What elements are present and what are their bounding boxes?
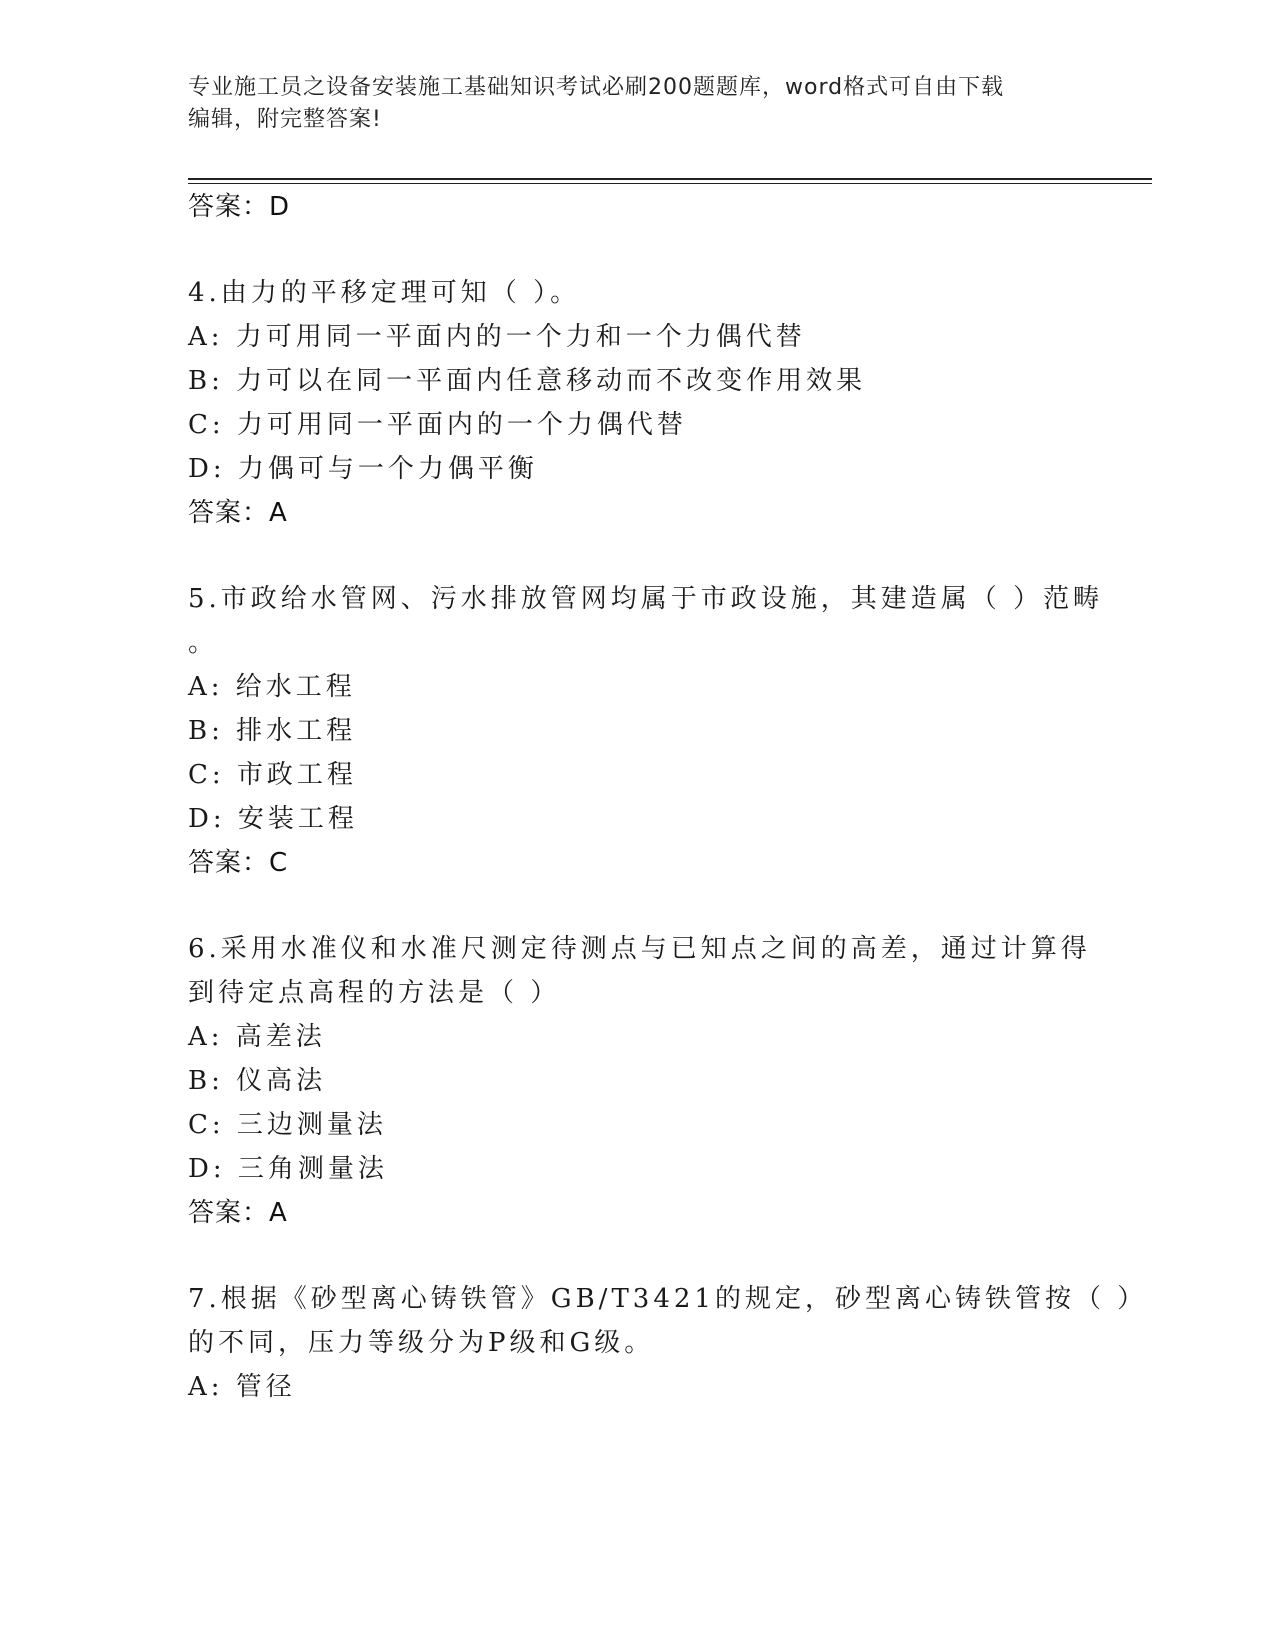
question-5-option-a: A: 给水工程	[188, 672, 356, 702]
header-rule-thin	[188, 183, 1152, 184]
question-6-option-b: B: 仪高法	[188, 1066, 327, 1096]
header-line-2: 编辑，附完整答案!	[188, 107, 382, 132]
question-5-stem-line-2: 。	[188, 628, 219, 658]
header-line-1: 专业施工员之设备安装施工基础知识考试必刷200题题库，word格式可自由下载	[188, 75, 1005, 100]
previous-answer: 答案：D	[188, 192, 291, 222]
question-5-stem-line-1: 5.市政给水管网、污水排放管网均属于市政设施，其建造属（ ）范畴	[188, 584, 1104, 614]
question-6-answer: 答案：A	[188, 1198, 288, 1228]
question-4-option-b: B: 力可以在同一平面内任意移动而不改变作用效果	[188, 366, 867, 396]
question-4-answer: 答案：A	[188, 498, 288, 528]
question-5-answer: 答案：C	[188, 848, 289, 878]
question-6-stem-line-1: 6.采用水准仪和水准尺测定待测点与已知点之间的高差，通过计算得	[188, 934, 1091, 964]
question-5-option-d: D: 安装工程	[188, 804, 358, 834]
question-6-option-c: C: 三边测量法	[188, 1110, 387, 1140]
question-4-option-d: D: 力偶可与一个力偶平衡	[188, 454, 538, 484]
question-4-option-c: C: 力可用同一平面内的一个力偶代替	[188, 410, 687, 440]
question-7-option-a: A: 管径	[188, 1372, 296, 1402]
question-4-option-a: A: 力可用同一平面内的一个力和一个力偶代替	[188, 322, 806, 352]
question-6-option-d: D: 三角测量法	[188, 1154, 388, 1184]
question-7-stem-line-2: 的不同，压力等级分为P级和G级。	[188, 1328, 655, 1358]
header-rule-thick	[188, 178, 1152, 180]
question-7-stem-line-1: 7.根据《砂型离心铸铁管》GB/T3421的规定，砂型离心铸铁管按（ ）	[188, 1284, 1148, 1314]
question-5-option-c: C: 市政工程	[188, 760, 357, 790]
question-4-stem: 4.由力的平移定理可知（ ）。	[188, 278, 581, 308]
question-5-option-b: B: 排水工程	[188, 716, 357, 746]
question-6-option-a: A: 高差法	[188, 1022, 326, 1052]
question-6-stem-line-2: 到待定点高程的方法是（ ）	[188, 978, 561, 1008]
document-header	[188, 72, 1068, 136]
